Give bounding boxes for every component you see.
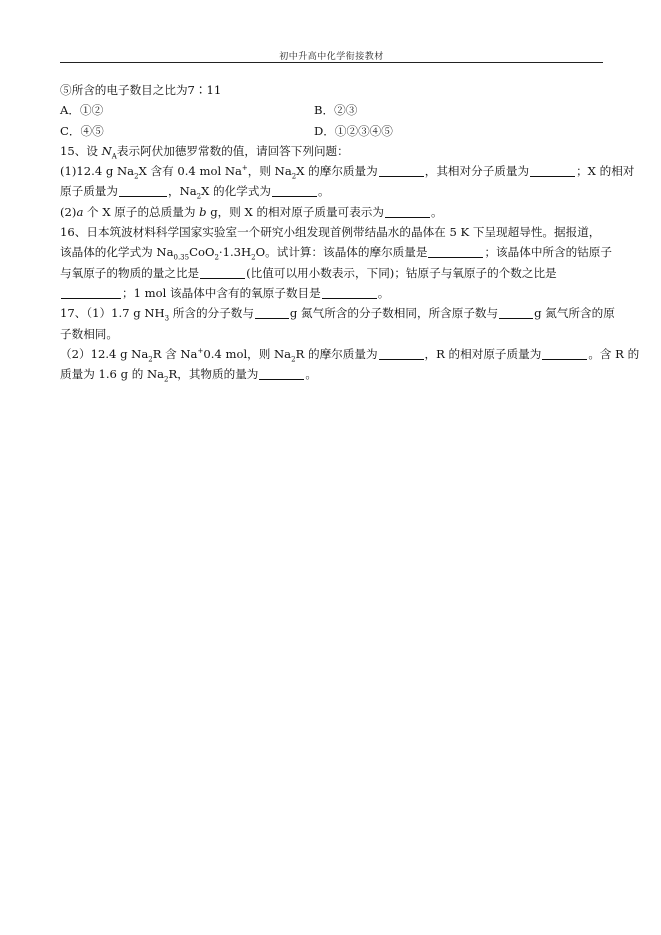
question-content <box>60 80 640 384</box>
q17-line1: 17、（1）1.7 g $NH_3$ 所含的分子数与 g 氮气所含的分子数相同，所含原子数与 g 氮气所含的原 <box>60 306 615 323</box>
header-rule <box>60 62 603 63</box>
q17-line3: （2）12.4 g $Na_2R$ 含 Na+0.4 mol，则 $Na_2R$ 的摩尔质量为 ，R 的相对原子质量为 。含 R 的 <box>60 346 640 364</box>
q15-part2: (2)a 个 X 原子的总质量为 b g，则 X 的相对原子质量可表示为 。 <box>60 204 443 219</box>
option-d: D．①②③④⑤ <box>314 123 393 138</box>
q16-line1: 16、日本筑波材料科学国家实验室一个研究小组发现首例带结晶水的晶体在 5 K 下呈现超导性。据报道， <box>60 225 601 240</box>
q17-line2: 子数相同。 <box>60 326 118 341</box>
q16-line4: ；1 mol 该晶体中含有的氧原子数目是 。 <box>60 283 605 303</box>
answer-blank[interactable] <box>379 347 424 360</box>
q14-statement-5: ⑤所含的电子数目之比为7∶11 <box>60 83 222 97</box>
answer-blank[interactable] <box>255 306 289 319</box>
answer-blank[interactable] <box>259 367 304 380</box>
option-b: B．②③ <box>314 103 358 118</box>
answer-blank[interactable] <box>428 245 483 258</box>
answer-blank[interactable] <box>272 184 317 197</box>
page-header-title: 初中升高中化学衔接教材 <box>279 52 384 62</box>
q16-line3: 与氧原子的物质的量之比是 (比值可以用小数表示，下同)；钴原子与氧原子的个数之比是 <box>60 265 557 280</box>
q16-line2: 该晶体的化学式为 $Na_{0.35}CoO_2\cdot 1.3H_2O$。试计算：该晶体的摩尔质量是 ；该晶体中所含的钴原子 <box>60 245 612 262</box>
q14-options-row-1 <box>60 100 605 120</box>
answer-blank[interactable] <box>499 306 533 319</box>
answer-blank[interactable] <box>200 266 245 279</box>
answer-blank[interactable] <box>119 184 167 197</box>
q15-part1-line2: 原子质量为 ，$Na_2X$ 的化学式为 。 <box>60 184 330 201</box>
answer-blank[interactable] <box>379 164 424 177</box>
answer-blank[interactable] <box>530 164 575 177</box>
answer-blank[interactable] <box>542 347 587 360</box>
option-a: A．①② <box>60 103 104 118</box>
answer-blank[interactable] <box>385 205 430 218</box>
answer-blank[interactable] <box>61 286 121 299</box>
q17-line4: 质量为 1.6 g 的 $Na_2R$，其物质的量为 。 <box>60 367 318 384</box>
answer-blank[interactable] <box>322 286 377 299</box>
q15-part1-line1: (1)12.4 g $Na_2X$ 含有 0.4 mol Na+，则 $Na_2X$ 的摩尔质量为 ，其相对分子质量为 ；X 的相对 <box>60 164 635 181</box>
option-c: C．④⑤ <box>60 123 104 138</box>
q15-intro: 15、设 $N_A$表示阿伏加德罗常数的值，请回答下列问题： <box>60 143 349 161</box>
q14-options-row-2 <box>60 121 605 141</box>
